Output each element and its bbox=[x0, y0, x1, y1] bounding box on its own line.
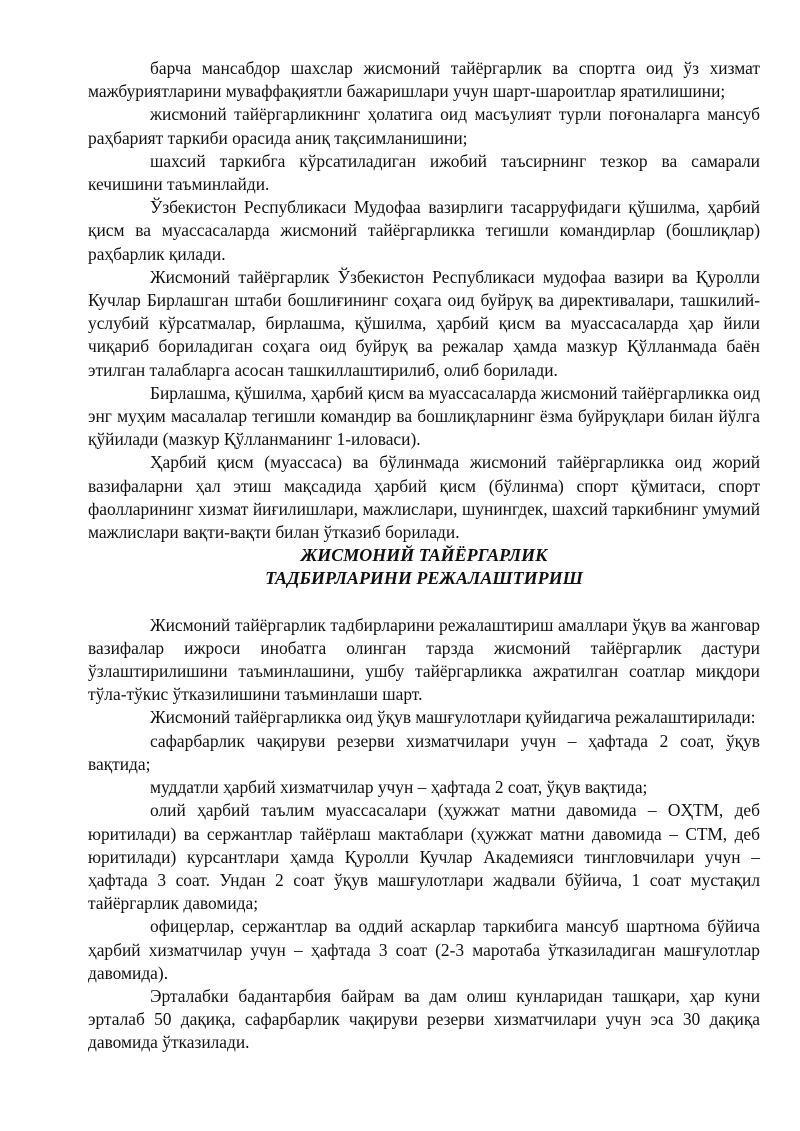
list-item-conscripts: муддатли ҳарбий хизматчилар учун – ҳафтада 2 соат, ўқув вақтида; bbox=[150, 777, 648, 798]
paragraph-responsibility-distribution: жисмоний тайёргарликнинг ҳолатига оид масъулият турли поғоналарга мансуб раҳбарият таркиби орасида аниқ тақсимланишини; bbox=[88, 104, 760, 148]
list-item-reserve-personnel: сафарбарлик чақируви резерви хизматчилари учун – ҳафтада 2 соат, ўқув вақтида; bbox=[88, 730, 760, 774]
paragraph-morning-exercise: Эрталабки бадантарбия байрам ва дам олиш кунларидан ташқари, ҳар куни эрталаб 50 дақиқа, сафарбарлик чақируви резерви хизматчилари учун эса 30 дақиқа давомида ўтказилади. bbox=[88, 985, 760, 1053]
paragraph-written-orders: Бирлашма, қўшилма, ҳарбий қисм ва муассасаларда жисмоний тайёргарликка оид энг муҳим масалалар тегишли командир ва бошлиқларнинг ёзма буйруқлари билан йўлга қўйилади (мазкур Қўлланманинг 1-иловаси). bbox=[88, 382, 760, 450]
paragraph-organization-basis: Жисмоний тайёргарлик Ўзбекистон Республикаси мудофаа вазири ва Қуролли Кучлар Бирлашган штаби бошлиғининг соҳага оид буйруқ ва директивалари, ташкилий-услубий кўрсатмалар, бирлашма, қўшилма, ҳарбий қисм ва муассасаларда ҳар йили чиқариб бориладиган соҳага оид буйруқ ва режалар ҳамда мазкур Қўлланмада баён этилган талабларга асосан ташкиллаштирилиб, олиб борилади. bbox=[88, 266, 760, 380]
document-page bbox=[88, 57, 760, 1055]
paragraph-training-schedule-intro: Жисмоний тайёргарликка оид ўқув машғулотлари қуйидагича режалаштирилади: bbox=[150, 707, 756, 728]
list-item-cadets-students: олий ҳарбий таълим муассасалари (ҳужжат матни давомида – ОҲТМ, деб юритилади) ва сержантлар тайёрлаш мактаблари (ҳужжат матни давомида – СТМ, деб юритилади) курсантлари ҳамда Қуролли Кучлар Академияси тингловчилари учун –ҳафтада 3 соат. Ундан 2 соат ўқув машғулотлари жадвали бўйича, 1 соат мустақил тайёргарлик давомида; bbox=[88, 800, 760, 914]
paragraph-commanders-lead: Ўзбекистон Республикаси Мудофаа вазирлиги тасарруфидаги қўшилма, ҳарбий қисм ва муассасаларда жисмоний тайёргарликка тегишли командирлар (бошлиқлар) раҳбарлик қилади. bbox=[88, 197, 760, 264]
paragraph-positive-influence: шахсий таркибга кўрсатиладиган ижобий таъсирнинг тезкор ва самарали кечишини таъминлайди. bbox=[88, 150, 760, 195]
list-item-contract-servicemen: офицерлар, сержантлар ва оддий аскарлар таркибига мансуб шартнома бўйича ҳарбий хизматчилар учун – ҳафтада 3 соат (2-3 маротаба ўтказиладиган машғулотлар давомида). bbox=[88, 916, 760, 983]
paragraph-planning-requirements: Жисмоний тайёргарлик тадбирларини режалаштириш амаллари ўқув ва жанговар вазифалар ижроси инобатга олинган тарзда жисмоний тайёргарлик дастури ўзлаштирилишини таъминлашини, ушбу тайёргарликка ажратилган соатлар миқдори тўла-тўкис ўтказилишини таъминлаши шарт. bbox=[88, 614, 760, 705]
section-heading-line-1: ЖИСМОНИЙ ТАЙЁРГАРЛИК bbox=[300, 545, 548, 566]
paragraph-sports-committee: Ҳарбий қисм (муассаса) ва бўлинмада жисмоний тайёргарликка оид жорий вазифаларни ҳал этиш мақсадида ҳарбий қисм (бўлинма) спорт қўмитаси, спорт фаолларининг хизмат йиғилишлари, мажлислари, шунингдек, шахсий таркибнинг умумий мажлислари вақти-вақти билан ўтказиб борилади. bbox=[88, 452, 760, 543]
paragraph-officials-conditions: барча мансабдор шахслар жисмоний тайёргарлик ва спортга оид ўз хизмат мажбуриятларини муваффақиятли бажаришлари учун шарт-шароитлар яратилишини; bbox=[88, 58, 760, 102]
section-heading-line-2: ТАДБИРЛАРИНИ РЕЖАЛАШТИРИШ bbox=[265, 568, 583, 589]
heading-spacer bbox=[88, 591, 760, 614]
